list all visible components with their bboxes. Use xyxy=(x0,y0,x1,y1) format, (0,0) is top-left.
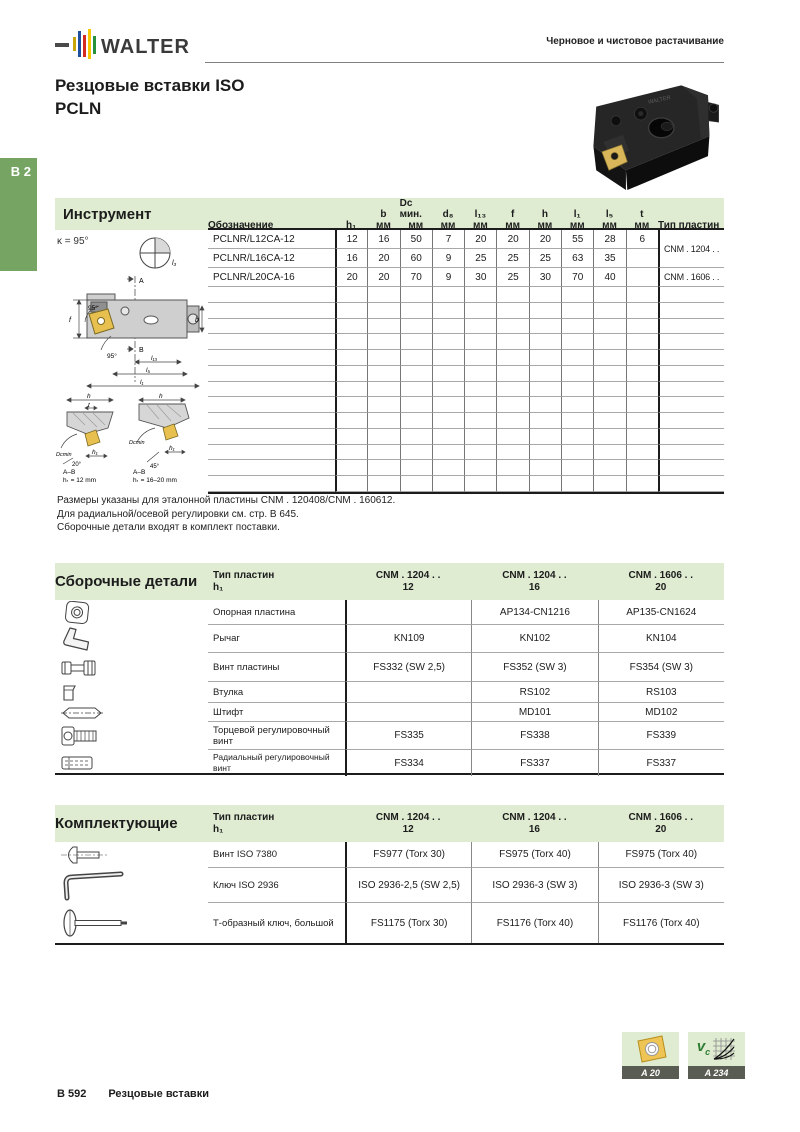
sec2-cap1: A–B xyxy=(133,469,146,476)
brand-text: WALTER xyxy=(101,36,190,58)
row-label: Винт ISO 7380 xyxy=(208,842,345,868)
row-label: Рычаг xyxy=(208,625,345,653)
badge-caption: A 20 xyxy=(622,1066,679,1079)
insert-ref-badge xyxy=(622,1032,679,1079)
col-cnm-1204-16: CNM . 1204 . . 16 xyxy=(502,569,567,593)
note-line: Для радиальной/осевой регулировки см. стр. B 645. xyxy=(57,508,299,520)
col-header-designation: Обозначение xyxy=(208,220,274,231)
table-row xyxy=(55,842,724,868)
row-label: Винт пластины xyxy=(208,653,345,682)
cell: FS337 xyxy=(471,750,597,776)
insert-type-cell: CNM . 1606 . . xyxy=(658,268,724,287)
row-label: Радиальный регулировочный винт xyxy=(213,752,330,773)
tool-section-heading: Инструмент xyxy=(63,205,152,223)
col-header-l1: l₁ мм xyxy=(569,209,585,231)
cell: FS1176 (Torx 40) xyxy=(598,903,724,943)
tool-drawing xyxy=(55,232,205,482)
row-label: Опорная пластина xyxy=(208,600,345,625)
assembly-heading: Сборочные детали xyxy=(55,573,198,590)
cell: FS1175 (Torx 30) xyxy=(345,903,471,943)
empty-row xyxy=(208,413,724,429)
chapter-tab: B 2 xyxy=(0,158,37,271)
cell: 9 xyxy=(432,268,464,287)
product-photo xyxy=(575,76,720,198)
cell: 50 xyxy=(400,230,432,249)
insert-icon xyxy=(622,1032,679,1066)
kappa-angle-note: κ = 95° xyxy=(57,236,89,247)
shim-icon xyxy=(55,600,208,625)
cell: 30 xyxy=(529,268,561,287)
axial-screw-icon xyxy=(55,722,208,750)
page-title-line1: Резцовые вставки ISO xyxy=(55,76,245,95)
cell: 20 xyxy=(335,268,367,287)
col-header-b: b мм xyxy=(376,209,391,231)
detail-l3-label: l₃ xyxy=(172,260,177,267)
cell: FS352 (SW 3) xyxy=(471,653,597,682)
cell: FS975 (Torx 40) xyxy=(471,842,597,868)
row-label: Т-образный ключ, большой xyxy=(213,917,334,929)
tool-designation: PCLNR/L16CA-12 xyxy=(208,249,335,268)
note-line: Размеры указаны для эталонной пластины CNM . 120408/CNM . 160612. xyxy=(57,495,396,506)
cell: FS354 (SW 3) xyxy=(598,653,724,682)
row-label: Ключ ISO 2936 xyxy=(208,868,345,903)
col-header-l5: l₅ мм xyxy=(602,209,617,231)
col-header-t: t мм xyxy=(634,209,650,231)
cell: FS332 (SW 2,5) xyxy=(345,653,471,682)
empty-row xyxy=(208,382,724,398)
empty-row xyxy=(208,397,724,413)
cell: KN104 xyxy=(598,625,724,653)
col-header-h1: h₁ xyxy=(346,220,357,231)
accessories-heading: Комплектующие xyxy=(55,815,178,832)
vc-symbol: $v_c$ xyxy=(696,1037,711,1057)
badge-caption: A 234 xyxy=(688,1066,745,1079)
insert-type-cell-merged: CNM . 1204 . . xyxy=(658,230,724,268)
cell xyxy=(626,249,658,268)
table-row xyxy=(55,903,724,943)
cell: AP134-CN1216 xyxy=(471,600,597,625)
header-rule xyxy=(205,62,724,63)
tool-table-header xyxy=(208,198,724,230)
dim-angle2: 95° xyxy=(107,353,117,360)
empty-row xyxy=(208,476,724,492)
col-header-dc-min: Dc мин. мм xyxy=(399,198,424,231)
footer xyxy=(57,1088,209,1100)
assembly-table xyxy=(55,600,724,775)
page-number: B 592 xyxy=(57,1088,87,1100)
cell: 20 xyxy=(464,230,496,249)
cell: 25 xyxy=(464,249,496,268)
cell: 25 xyxy=(529,249,561,268)
cell: 7 xyxy=(432,230,464,249)
table-notes xyxy=(57,494,395,535)
tool-table-data-rows xyxy=(208,230,724,287)
logo-dash xyxy=(55,43,69,47)
cell: MD102 xyxy=(598,703,724,722)
t-key-icon xyxy=(55,903,208,943)
cell: 16 xyxy=(367,230,399,249)
photo-brand-mark: WALTER xyxy=(647,95,672,106)
col-cnm-1204-16: CNM . 1204 . . 16 xyxy=(502,811,567,835)
cell: AP135-CN1624 xyxy=(598,600,724,625)
cell: 40 xyxy=(593,268,625,287)
sec1-dcmin: Dcmin xyxy=(56,452,72,458)
page-title-line2: PCLN xyxy=(55,99,102,118)
col-cnm-1606-20: CNM . 1606 . . 20 xyxy=(628,569,694,593)
section-a-label: A xyxy=(139,278,144,285)
sec2-cap2: h₁ = 16–20 mm xyxy=(133,477,177,482)
cell: FS335 xyxy=(345,722,471,750)
cell: 20 xyxy=(367,249,399,268)
cell: RS102 xyxy=(471,682,597,703)
sec2-h: h xyxy=(159,393,163,400)
col-cnm-1204-12: CNM . 1204 . . 12 xyxy=(375,569,441,593)
cell: 20 xyxy=(496,230,528,249)
cell: 12 xyxy=(335,230,367,249)
page-title xyxy=(55,74,244,120)
cell: FS1176 (Torx 40) xyxy=(471,903,597,943)
cell: 35 xyxy=(593,249,625,268)
cell: 28 xyxy=(593,230,625,249)
empty-row xyxy=(208,303,724,319)
sec2-angle: 45° xyxy=(150,464,160,470)
cell xyxy=(345,682,471,703)
cell: 60 xyxy=(400,249,432,268)
table-row xyxy=(55,682,724,703)
reference-badges xyxy=(622,1032,745,1079)
hex-key-icon xyxy=(55,868,208,903)
tool-table-empty-rows xyxy=(208,287,724,492)
empty-row xyxy=(208,287,724,303)
empty-row xyxy=(208,350,724,366)
cell: RS103 xyxy=(598,682,724,703)
cell: FS334 xyxy=(345,750,471,776)
cell: FS337 xyxy=(598,750,724,776)
accessories-section-band xyxy=(55,805,724,842)
row-label: Штифт xyxy=(208,703,345,722)
col-header-insert-type: Тип пластин xyxy=(657,220,720,231)
sec2-dcmin: Dcmin xyxy=(129,440,145,446)
empty-row xyxy=(208,366,724,382)
lever-icon xyxy=(55,625,208,653)
cell: MD101 xyxy=(471,703,597,722)
cell: 25 xyxy=(496,249,528,268)
cell: 6 xyxy=(626,230,658,249)
vc-ref-badge xyxy=(688,1032,745,1079)
cell: 70 xyxy=(400,268,432,287)
table-row xyxy=(55,750,724,773)
col-cnm-1606-20: CNM . 1606 . . 20 xyxy=(628,811,694,835)
cell: 20 xyxy=(367,268,399,287)
assembly-section-band xyxy=(55,563,724,600)
insert-type-col-label: Тип пластин h₁ xyxy=(213,569,275,593)
dim-angle1: 95° xyxy=(88,305,98,312)
cell: FS339 xyxy=(598,722,724,750)
table-row xyxy=(55,653,724,682)
cell: ISO 2936-3 (SW 3) xyxy=(471,868,597,903)
cell: 20 xyxy=(529,230,561,249)
cell: FS975 (Torx 40) xyxy=(598,842,724,868)
section-b-label: B xyxy=(139,347,144,354)
table-row xyxy=(55,625,724,653)
dim-b: b xyxy=(195,317,199,324)
insert-type-col-label: Тип пластин h₁ xyxy=(213,811,275,835)
empty-row xyxy=(208,445,724,461)
radial-screw-icon xyxy=(55,750,208,776)
cell: 25 xyxy=(496,268,528,287)
vc-chart-icon xyxy=(712,1037,736,1061)
accessories-table xyxy=(55,842,724,945)
sec2-h1: h₁ xyxy=(169,445,175,452)
col-header-h: h мм xyxy=(537,209,553,231)
tool-table-body xyxy=(208,230,724,494)
col-header-l13: l₁₃ мм xyxy=(472,209,488,231)
cell xyxy=(345,600,471,625)
cell xyxy=(345,703,471,722)
insert-screw-icon xyxy=(55,653,208,682)
cell: KN109 xyxy=(345,625,471,653)
empty-row xyxy=(208,334,724,350)
cell: 9 xyxy=(432,249,464,268)
row-label: Втулка xyxy=(208,682,345,703)
empty-row xyxy=(208,429,724,445)
cell: KN102 xyxy=(471,625,597,653)
cell: FS977 (Torx 30) xyxy=(345,842,471,868)
cell: FS338 xyxy=(471,722,597,750)
cell: 16 xyxy=(335,249,367,268)
dim-l13: l₁₃ xyxy=(151,355,158,362)
cell: 55 xyxy=(561,230,593,249)
row-label: Торцевой регулировочный винт xyxy=(208,722,345,750)
empty-row xyxy=(208,460,724,476)
table-row xyxy=(55,600,724,625)
col-header-f: f мм xyxy=(505,209,521,231)
table-row xyxy=(55,703,724,722)
cell: 70 xyxy=(561,268,593,287)
dim-l1: l₁ xyxy=(140,379,144,386)
sec1-angle: 20° xyxy=(72,462,82,468)
empty-row xyxy=(208,319,724,335)
cell: 30 xyxy=(464,268,496,287)
cell: ISO 2936-3 (SW 3) xyxy=(598,868,724,903)
chapter-tagline: Черновое и чистовое растачивание xyxy=(546,36,724,47)
cell: 63 xyxy=(561,249,593,268)
dim-l5: l₅ xyxy=(146,367,151,374)
col-cnm-1204-12: CNM . 1204 . . 12 xyxy=(375,811,441,835)
sec1-h1: h₁ xyxy=(92,449,98,456)
sec1-cap1: A–B xyxy=(63,469,76,476)
tool-designation: PCLNR/L20CA-16 xyxy=(208,268,335,287)
cell xyxy=(626,268,658,287)
table-row xyxy=(55,868,724,903)
sec1-h: h xyxy=(87,393,91,400)
table-row xyxy=(55,722,724,750)
tool-designation: PCLNR/L12CA-12 xyxy=(208,230,335,249)
col-header-d8: d₈ мм xyxy=(440,209,456,231)
walter-logo xyxy=(55,28,225,62)
cell: ISO 2936-2,5 (SW 2,5) xyxy=(345,868,471,903)
button-screw-icon xyxy=(55,842,208,868)
footer-chapter-title: Резцовые вставки xyxy=(108,1088,209,1100)
sec1-t: t xyxy=(88,402,90,409)
pin-icon xyxy=(55,703,208,722)
sec1-cap2: h₁ = 12 mm xyxy=(63,477,97,482)
dim-f: f xyxy=(69,317,71,324)
sleeve-icon xyxy=(55,682,208,703)
note-line: Сборочные детали входят в комплект поставки. xyxy=(57,522,280,533)
